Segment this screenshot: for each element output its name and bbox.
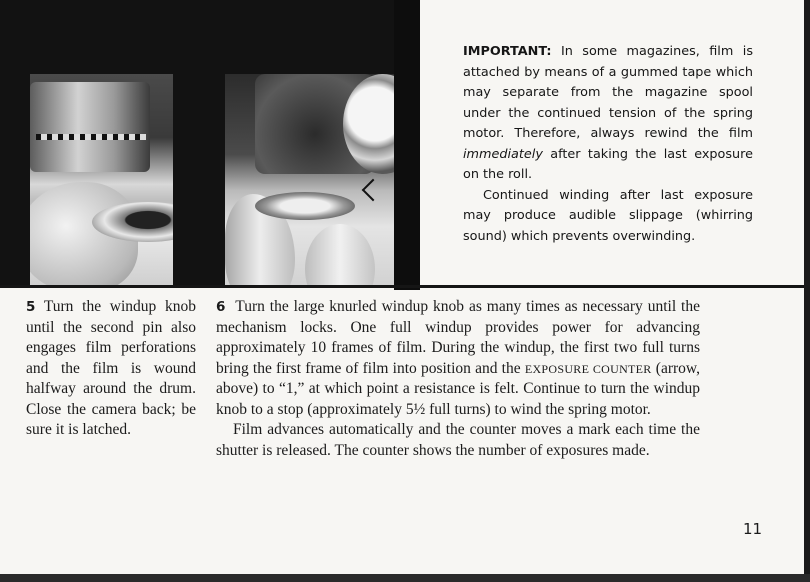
- step-6-number: 6: [216, 299, 226, 315]
- important-label: IMPORTANT:: [463, 44, 552, 59]
- page-number: 11: [743, 520, 763, 538]
- step-6-text-1: Turn the large knurled windup knob as many times as necessary until the mechanism locks. One full windup provides power for advancing approximately 10 frames of film. During the windup, the first two full turns bring the first frame of film into position and the: [216, 298, 700, 377]
- step-5: [26, 297, 196, 441]
- film-drum: [30, 82, 150, 172]
- exposure-counter-label: EXPOSURE COUNTER: [524, 361, 652, 376]
- page-edge-right: [804, 0, 810, 582]
- important-text-2: after taking the last exposure on the roll.: [463, 146, 753, 182]
- horizontal-rule: [0, 285, 806, 288]
- thumb: [305, 224, 375, 286]
- important-text-1: In some magazines, film is attached by means of a gummed tape which may separate from the magazine spool under the continued tension of the spring motor. Therefore, always rewind the film: [463, 44, 753, 141]
- counter-arrow-icon: [362, 179, 385, 202]
- film-perforations: [36, 134, 146, 140]
- page-edge-bottom: [0, 574, 810, 582]
- important-emphasis: immediately: [463, 146, 543, 162]
- step-6-paragraph-2: Film advances automatically and the counter moves a mark each time the shutter is released. The counter shows the number of exposures made.: [216, 421, 700, 459]
- step-6-text-2: (arrow, above) to “1,” at which point a resistance is felt. Continue to turn the windup knob to a stop (approximately 5½ full turns) to wind the spring motor.: [216, 359, 700, 418]
- photo-windup-knob: [225, 74, 395, 286]
- photo-film-drum: [30, 74, 173, 286]
- photo-band: [0, 0, 420, 288]
- knurled-windup-knob: [255, 192, 355, 220]
- important-note: [463, 42, 753, 247]
- step-5-number: 5: [26, 299, 36, 315]
- important-continued: Continued winding after last exposure may produce audible slippage (whirring sound) which prevents overwinding.: [463, 187, 753, 244]
- step-5-text: Turn the windup knob until the second pin also engages film perforations and the film is wound halfway around the drum. Close the camera back; be sure it is latched.: [26, 298, 196, 438]
- step-6: [216, 297, 700, 461]
- divider-band: [394, 0, 420, 290]
